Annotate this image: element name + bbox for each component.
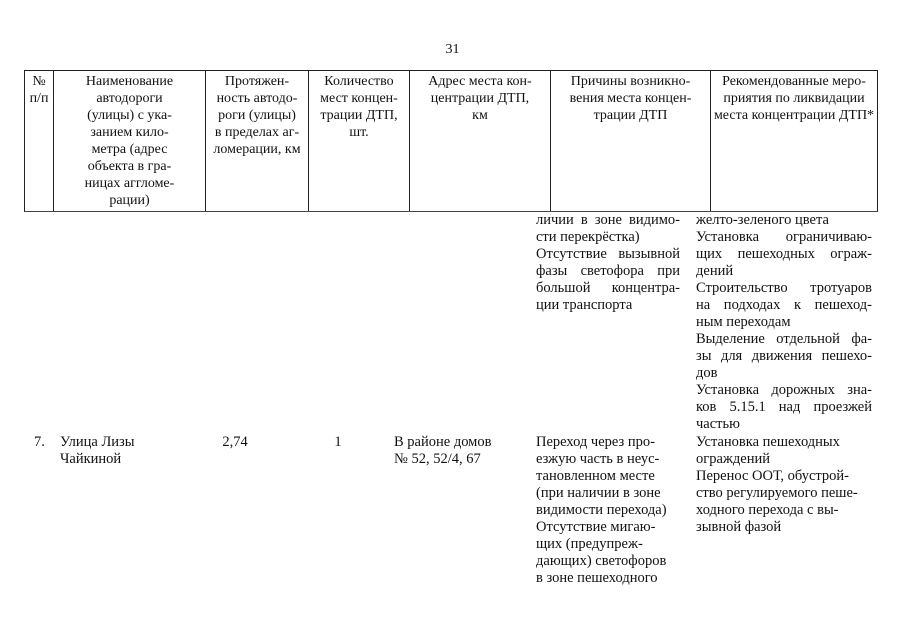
page-number: 31 bbox=[445, 42, 460, 57]
header-col-address: Адрес места кон- центрации ДТП, км bbox=[410, 71, 551, 211]
row7-measures: Установка пешеходных ограждений Перенос ООТ, обустрой- ство регулируемого пеше- ходного перехода с вы- зывной фазой bbox=[696, 434, 858, 535]
row7-address: В районе домов № 52, 52/4, 67 bbox=[394, 434, 492, 467]
continued-causes: личии в зоне видимо- сти перекрёстка) Отсутствие вызывной фазы светофора при большой концентра- ции транспорта bbox=[536, 212, 680, 313]
header-col-measures: Рекомендованные меро- приятия по ликвидации места концентрации ДТП* bbox=[713, 74, 875, 123]
header-col-count: Количество мест концен- трации ДТП, шт. bbox=[309, 71, 410, 211]
row7-road: Улица Лизы Чайкиной bbox=[60, 434, 135, 467]
table-header bbox=[24, 70, 878, 212]
header-col-length: Протяжен- ность автодо- роги (улицы) в пределах аг- ломерации, км bbox=[206, 71, 309, 211]
continued-measures: желто-зеленого цвета Установка ограничиваю- щих пешеходных ограж- дений Строительство тротуаров на подходах к пешеход- ным переходам Выделение отдельной фа- зы для движения пешехо- дов Установка дорожных зна- ков 5.15.1 над проезжей частью bbox=[696, 212, 872, 432]
header-col-number: № п/п bbox=[25, 71, 54, 211]
header-col-road: Наименование автодороги (улицы) с ука- занием кило- метра (адрес объекта в гра- ницах аггломе- рации) bbox=[54, 71, 206, 211]
row7-count: 1 bbox=[334, 434, 342, 450]
header-col-causes: Причины возникно- вения места концен- трации ДТП bbox=[551, 71, 711, 211]
row7-length: 2,74 bbox=[222, 434, 248, 450]
row7-causes: Переход через про- езжую часть в неус- тановленном месте (при наличии в зоне видимости перехода) Отсутствие мигаю- щих (предупреж- дающих) светофоров в зоне пешеходного bbox=[536, 434, 667, 586]
row7-number: 7. bbox=[34, 434, 45, 450]
